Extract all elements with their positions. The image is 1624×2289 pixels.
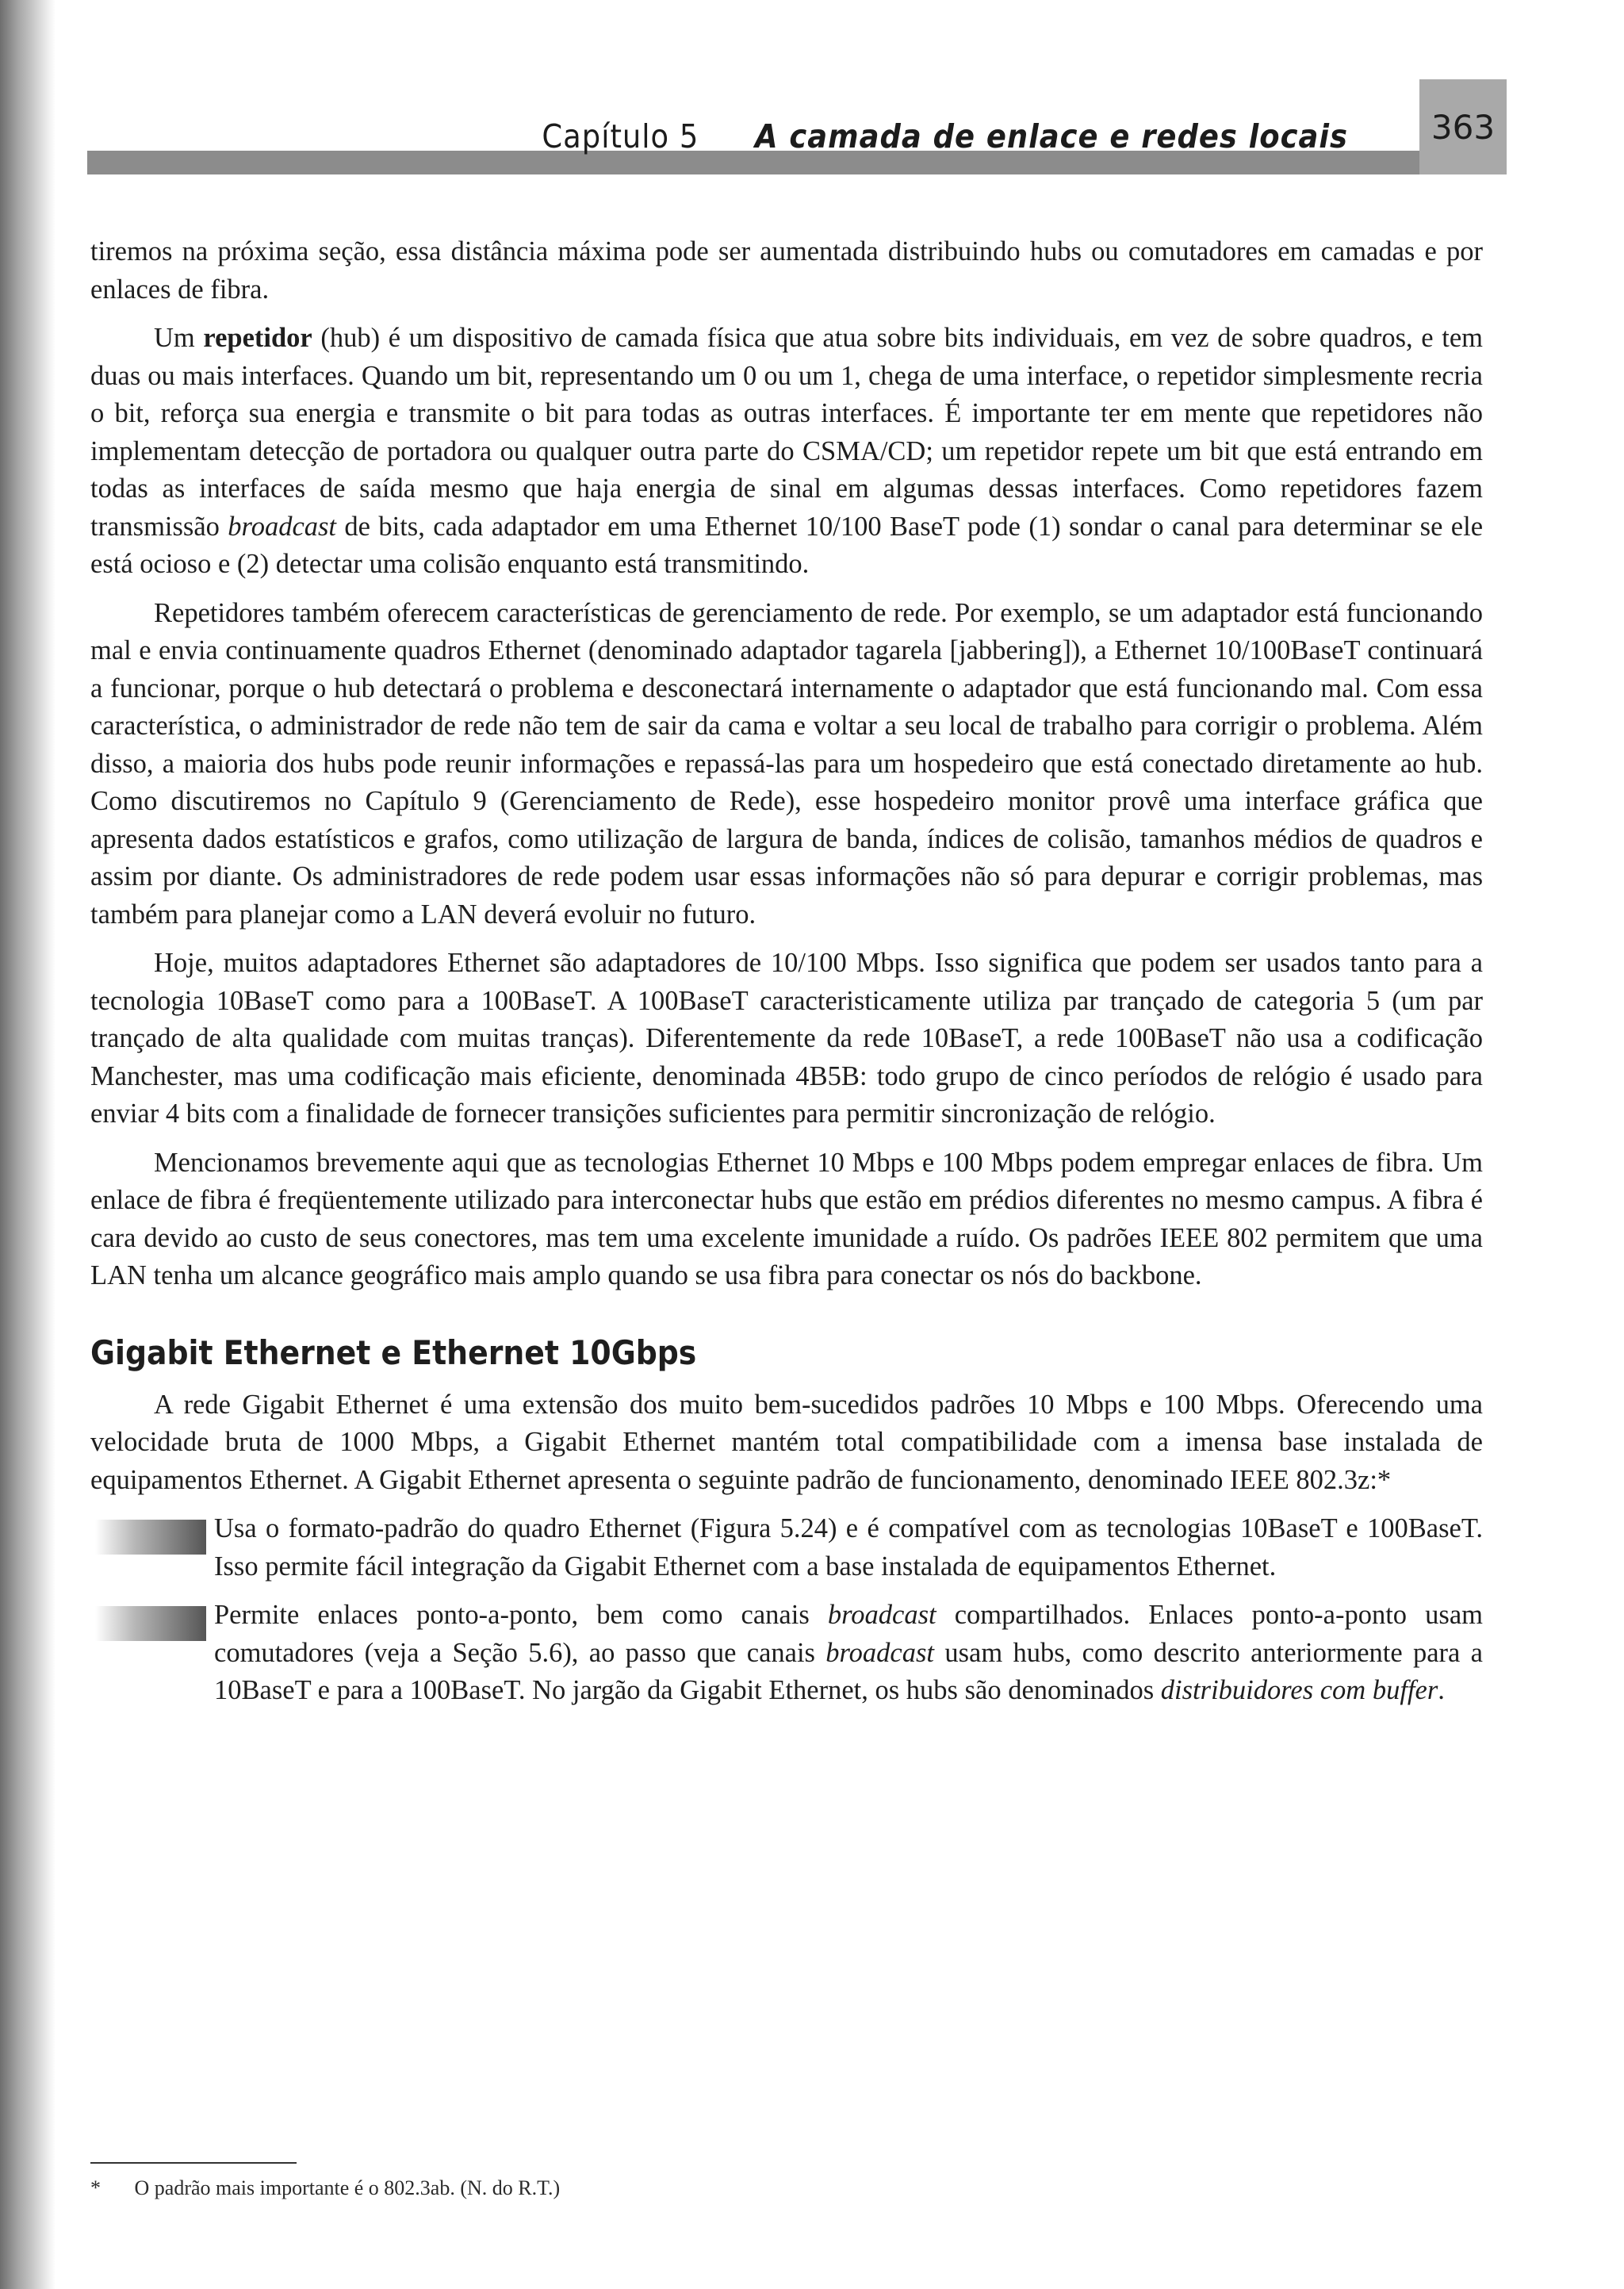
chapter-label: Capítulo 5: [542, 117, 699, 155]
italic-term: distribuidores com buffer: [1160, 1675, 1438, 1705]
text-run: .: [1438, 1675, 1445, 1705]
footnote: [90, 2176, 560, 2200]
text-run: Hoje, muitos adaptadores Ethernet são adaptadores de 10/100 Mbps. Isso significa que podem ser usados tanto para a tecnologia 10BaseT como para a 100BaseT. A 100BaseT caracteristicamente utiliza par trançado de categoria 5 (um par trançado de alta qualidade com muitas tranças). Diferentemente da rede 10BaseT, a rede 100BaseT não usa a codificação Manchester, mas uma codificação mais eficiente, denominada 4B5B: todo grupo de cinco períodos de relógio é usado para enviar 4 bits com a finalidade de fornecer transições suficientes para permitir sincronização de relógio.: [90, 948, 1483, 1129]
footnote-rule: [90, 2162, 297, 2164]
italic-term: broadcast: [825, 1637, 935, 1668]
italic-term: broadcast: [827, 1600, 936, 1630]
text-run: Repetidores também oferecem características de gerenciamento de rede. Por exemplo, se um adaptador está funcionando mal e envia continuamente quadros Ethernet (denominado adaptador tagarela [jabbering]), a Ethernet 10/100BaseT continuará a funcionar, porque o hub detectará o problema e desconectará internamente o adaptador que está funcionando mal. Com essa característica, o administrador de rede não tem de sair da cama e voltar a seu local de trabalho para corrigir o problema. Além disso, a maioria dos hubs pode reunir informações e repassá-las para um hospedeiro que está conectado diretamente ao hub. Como discutiremos no Capítulo 9 (Gerenciamento de Rede), esse hospedeiro monitor provê uma interface gráfica que apresenta dados estatísticos e grafos, como utilização de largura de banda, índices de colisão, tamanhos médios de quadros e assim por diante. Os administradores de rede podem usar essas informações não só para depurar e corrigir problemas, mas também para planejar como a LAN deverá evoluir no futuro.: [90, 597, 1483, 930]
list-item-text: [214, 1597, 1483, 1710]
list-item: [90, 1597, 1483, 1710]
chapter-title: A camada de enlace e redes locais: [755, 117, 1348, 155]
paragraph: [90, 595, 1483, 934]
running-header: [542, 117, 1348, 155]
text-run: Um: [154, 323, 204, 353]
text-run: compartilhados. Enlaces ponto-a-ponto usam comutadores (veja a Seção 5.6), ao passo que canais: [214, 1600, 1483, 1668]
paragraph: [90, 945, 1483, 1133]
text-run: Mencionamos brevemente aqui que as tecnologias Ethernet 10 Mbps e 100 Mbps podem empregar enlaces de fibra. Um enlace de fibra é freqüentemente utilizado para interconectar hubs que estão em prédios diferentes no mesmo campus. A fibra é cara devido ao custo de seus conectores, mas tem uma excelente imunidade a ruído. Os padrões IEEE 802 permitem que uma LAN tenha um alcance geográfico mais amplo quando se usa fibra para conectar os nós do backbone.: [90, 1147, 1483, 1290]
list-item: [90, 1510, 1483, 1585]
bullet-marker: [95, 1606, 206, 1641]
section-intro: A rede Gigabit Ethernet é uma extensão dos muito bem-sucedidos padrões 10 Mbps e 100 Mbps. Oferecendo uma velocidade bruta de 1000 Mbps, a Gigabit Ethernet mantém total compatibilidade com a imensa base instalada de equipamentos Ethernet. A Gigabit Ethernet apresenta o seguinte padrão de funcionamento, denominado IEEE 802.3z:*: [90, 1389, 1483, 1495]
footnote-marker: *: [90, 2176, 101, 2199]
text-run: de bits, cada adaptador em uma Ethernet 10/100 BaseT pode (1) sondar o canal para determinar se ele está ocioso e (2) detectar uma colisão enquanto está transmitindo.: [90, 511, 1484, 579]
bullet-marker: [95, 1520, 206, 1555]
italic-term: broadcast: [228, 511, 337, 542]
text-run: Permite enlaces ponto-a-ponto, bem como canais: [214, 1600, 828, 1630]
section-heading: Gigabit Ethernet e Ethernet 10Gbps: [90, 1332, 697, 1372]
paragraph: [90, 1144, 1483, 1295]
footnote-text: O padrão mais importante é o 802.3ab. (N. do R.T.): [134, 2176, 561, 2199]
bold-term: repetidor: [203, 323, 312, 353]
page-number: 363: [1419, 79, 1507, 174]
text-run: (hub) é um dispositivo de camada física que atua sobre bits individuais, em vez de sobre quadros, e tem duas ou mais interfaces. Quando um bit, representando um 0 ou um 1, chega de uma interface, o repetidor simplesmente recria o bit, reforça sua energia e transmite o bit para todas as outras interfaces. É importante ter em mente que repetidores não implementam detecção de portadora ou qualquer outra parte do CSMA/CD; um repetidor repete um bit que está entrando em todas as interfaces de saída mesmo que haja energia de sinal em algumas dessas interfaces. Como repetidores fazem transmissão: [90, 323, 1483, 542]
book-spine-shadow: [0, 0, 56, 2289]
paragraph: [90, 233, 1483, 309]
page-content: [90, 233, 1483, 1721]
paragraph: [90, 320, 1483, 584]
text-run: Usa o formato-padrão do quadro Ethernet (Figura 5.24) e é compatível com as tecnologias 10BaseT e 100BaseT. Isso permite fácil integração da Gigabit Ethernet com a base instalada de equipamentos Ethernet.: [214, 1513, 1483, 1582]
list-item-text: [214, 1510, 1483, 1585]
text-run: tiremos na próxima seção, essa distância máxima pode ser aumentada distribuindo hubs ou comutadores em camadas e por enlaces de fibra.: [90, 236, 1483, 305]
text-run: usam hubs, como descrito anteriormente para a 10BaseT e para a 100BaseT. No jargão da Gigabit Ethernet, os hubs são denominados: [214, 1637, 1483, 1705]
